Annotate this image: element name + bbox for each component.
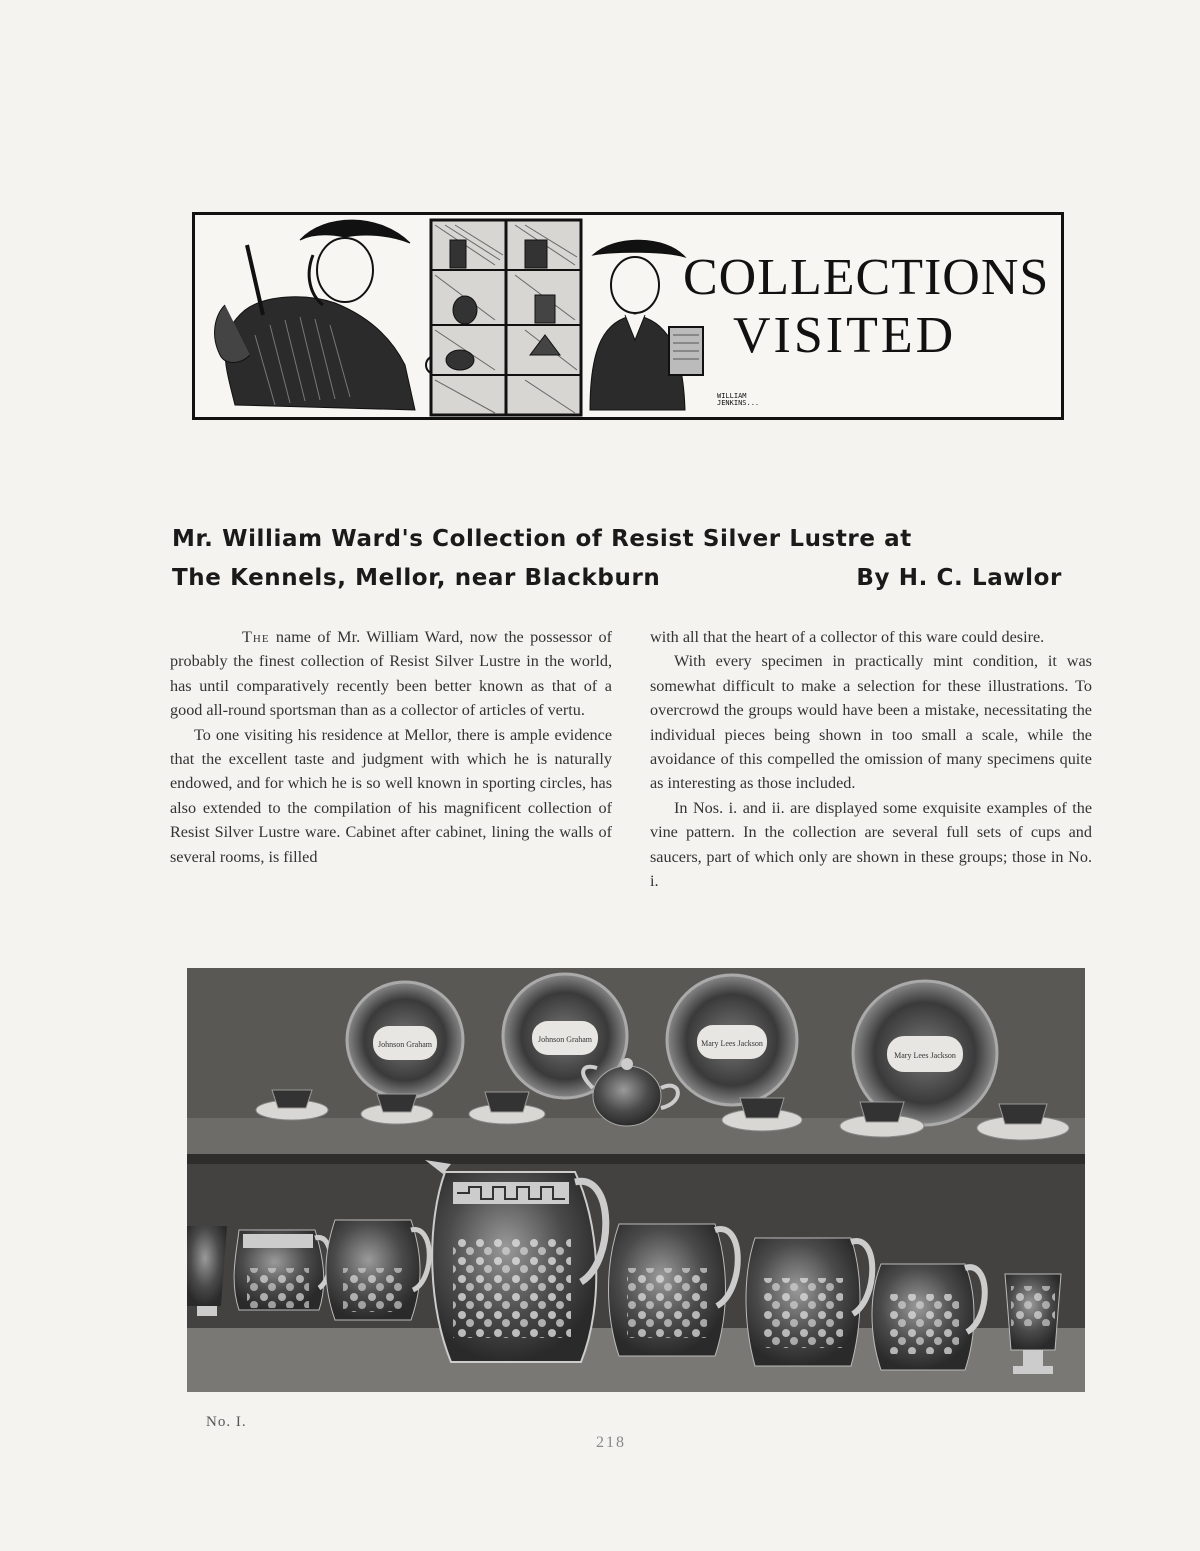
figure-caption: No. I. (206, 1414, 247, 1430)
paragraph (170, 625, 612, 723)
byline: By H. C. Lawlor (856, 565, 1062, 591)
header-banner (192, 212, 1064, 420)
photo-illustration (187, 968, 1085, 1392)
paragraph: To one visiting his residence at Mellor, there is ample evidence that the excellent taste and judgment with which he is naturally endowed, and for which he is so well known in sporting circles, has also extended to the compilation of his magnificent collection of Resist Silver Lustre ware. Cabinet after cabinet, lining the walls of several rooms, is filled (170, 725, 612, 866)
jug (872, 1264, 985, 1370)
banner-title-line1: COLLECTIONS (683, 249, 1050, 306)
jug (234, 1230, 330, 1310)
headline-line1: Mr. William Ward's Collection of Resist Silver Lustre at (172, 526, 912, 552)
collection-photograph (187, 968, 1085, 1392)
plate-label: Johnson Graham (378, 1040, 432, 1049)
paragraph: With every specimen in practically mint condition, it was somewhat difficult to make a selection for these illustrations. To overcrowd the groups would have been a mistake, necessitating the individual pieces being shown in too small a scale, while the avoidance of this compelled the omission of many specimens quite as interesting as those included. (650, 652, 1092, 793)
article-headline (172, 520, 1062, 598)
plate (347, 982, 463, 1098)
paragraph: In Nos. i. and ii. are displayed some exquisite examples of the vine pattern. In the collection are several full sets of cups and saucers, part of which only are shown in these groups; those in No. i. (650, 798, 1092, 891)
banner-title-line2: VISITED (733, 307, 957, 364)
text-column-left (170, 625, 612, 869)
jug (609, 1224, 738, 1356)
banner-title (683, 249, 1053, 365)
plate (667, 975, 797, 1105)
jug (746, 1238, 872, 1366)
headline-line2: The Kennels, Mellor, near Blackburn (172, 565, 661, 591)
jug (187, 1226, 227, 1316)
plate-label: Johnson Graham (538, 1035, 592, 1044)
paragraph: with all that the heart of a collector of this ware could desire. (650, 628, 1045, 646)
plate-label: Mary Lees Jackson (701, 1039, 763, 1048)
page-number: 218 (596, 1434, 626, 1451)
lead-in-word: The (242, 628, 270, 646)
plate-label: Mary Lees Jackson (894, 1051, 956, 1060)
text-column-right (650, 625, 1092, 893)
jug (326, 1220, 429, 1320)
paragraph-text: name of Mr. William Ward, now the possessor of probably the finest collection of Resist Silver Lustre in the world, has until comparatively recently been better known as that of a good all-round sportsman than as a collector of articles of vertu. (170, 628, 612, 720)
artist-signature: WILLIAM JENKINS... (717, 392, 760, 407)
jug (425, 1160, 606, 1362)
